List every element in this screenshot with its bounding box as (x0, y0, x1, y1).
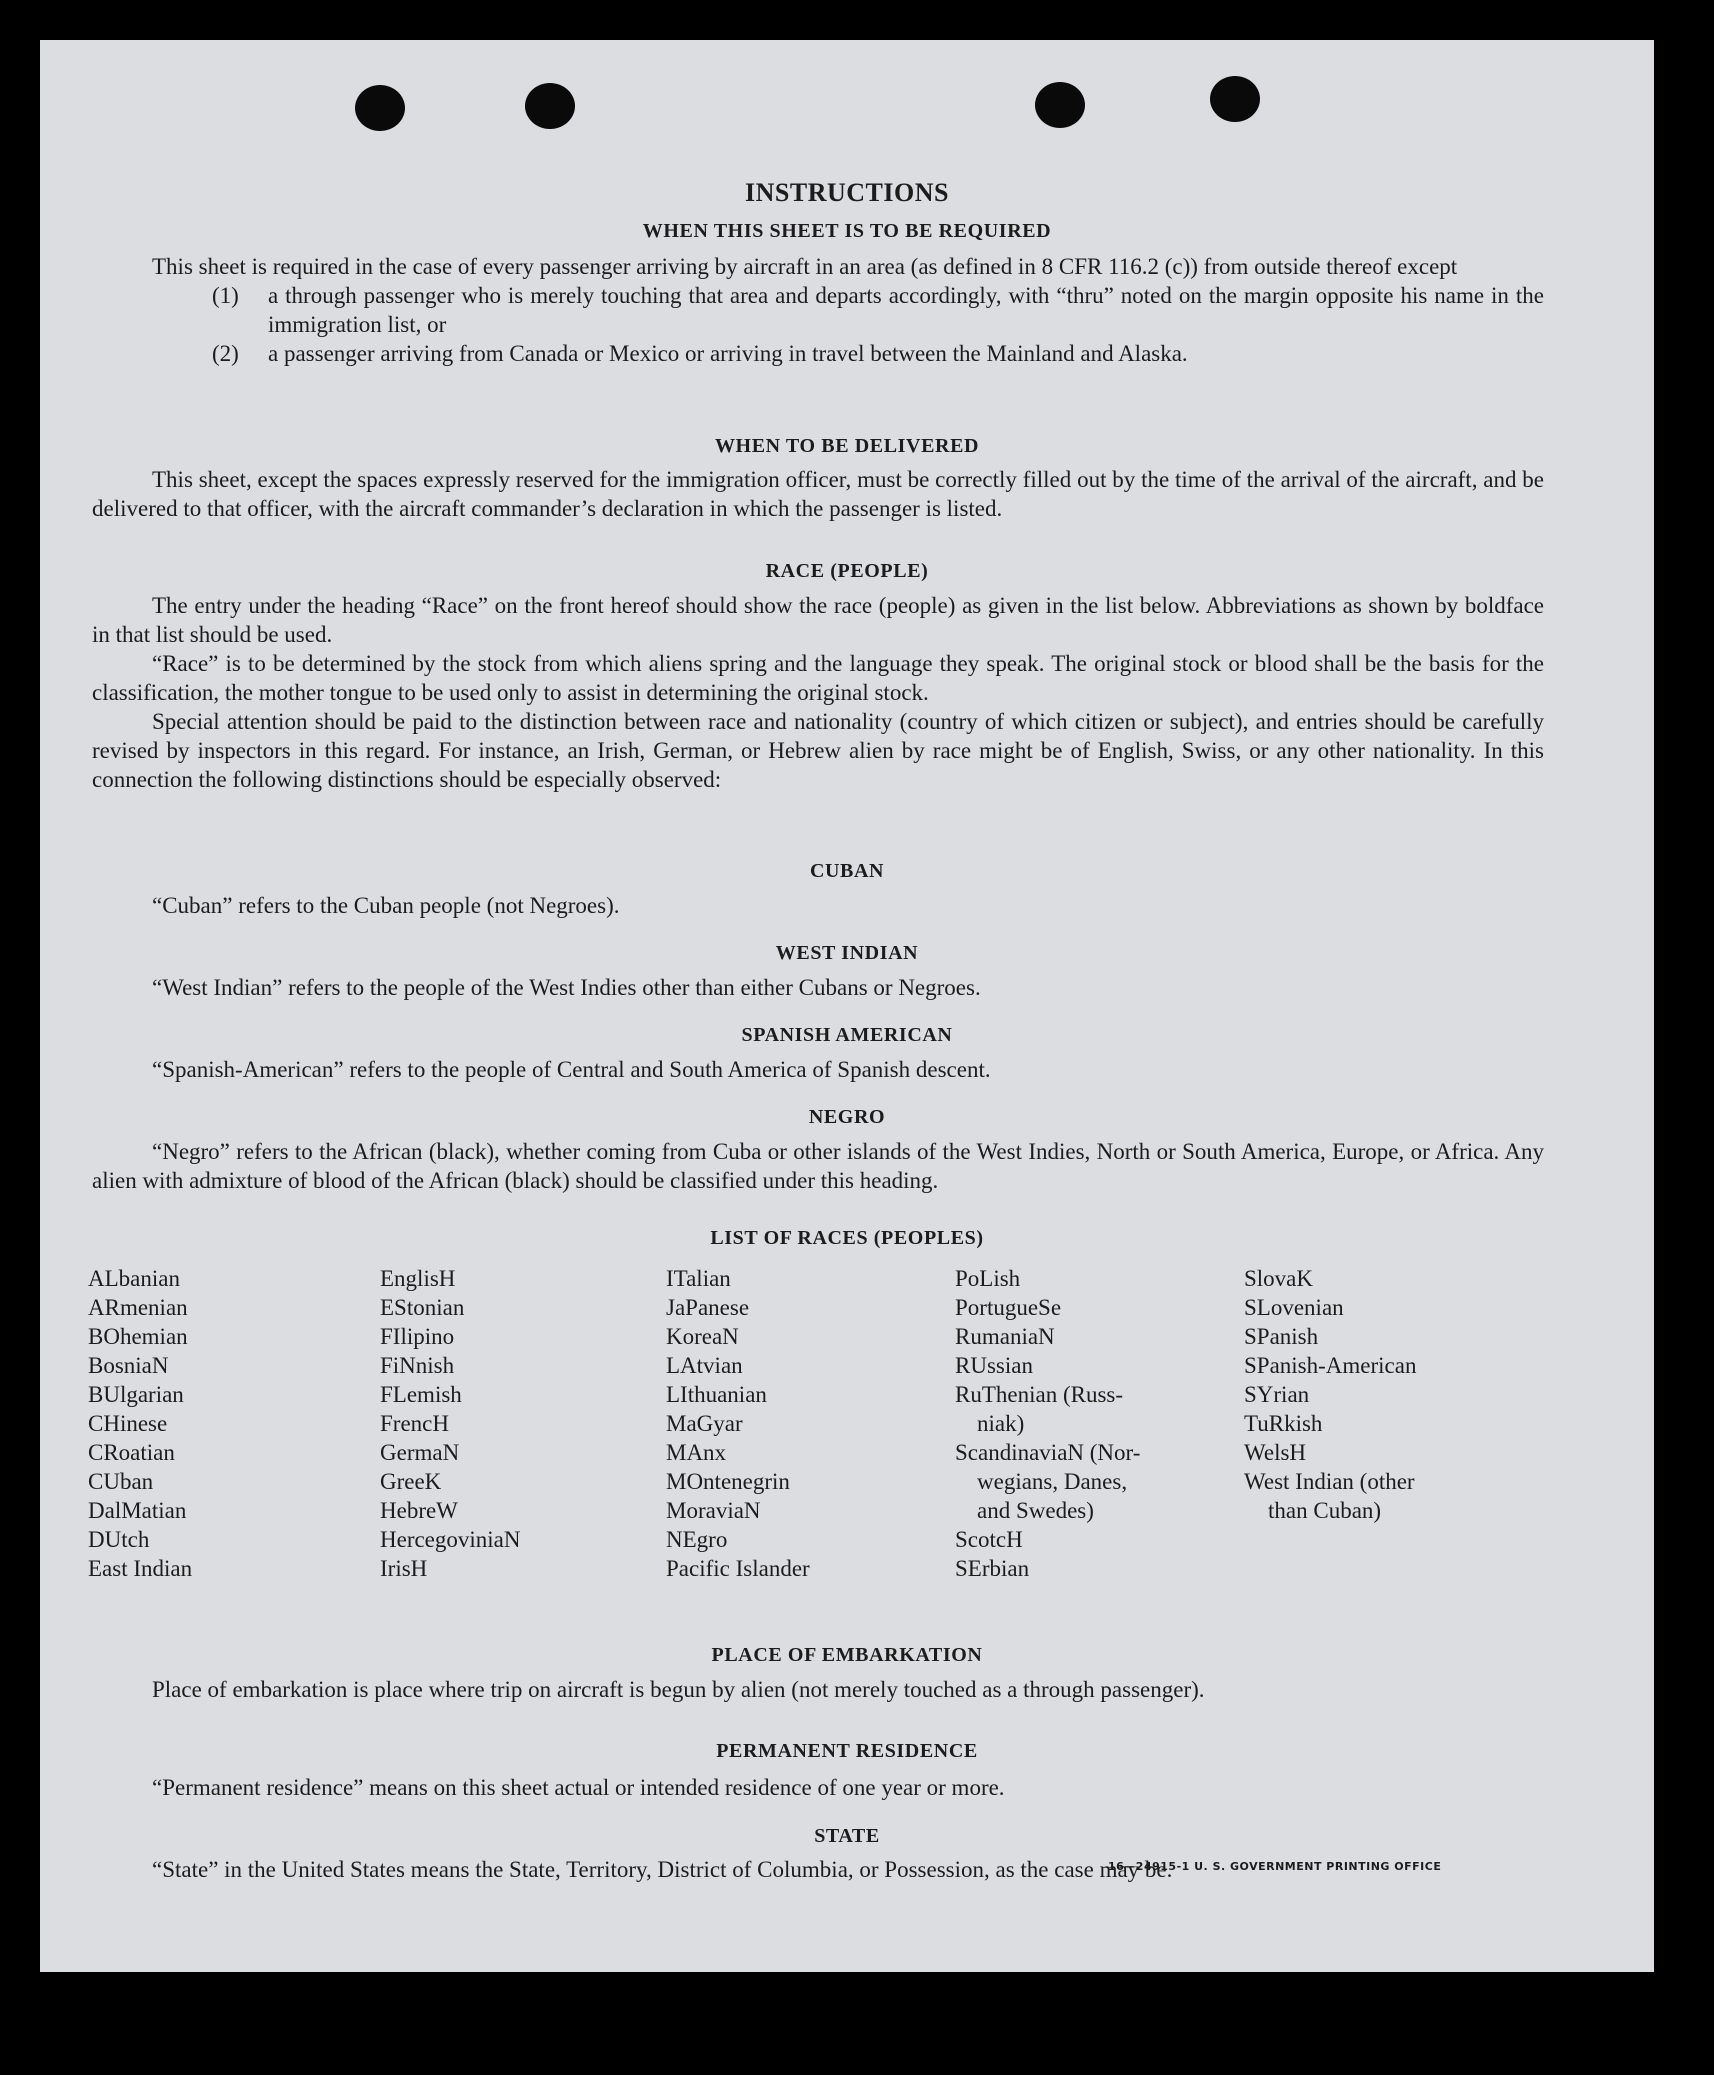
delivered-text: This sheet, except the spaces expressly reserved for the immigration officer, must be correctly filled out by the time of the arrival of the aircraft, and be delivered to that officer, with the aircraft commander’s declaration in which the passenger is listed. (92, 467, 1544, 521)
race-item: FrencH (380, 1411, 449, 1436)
race-item: MAnx (666, 1440, 727, 1465)
race-item: wegians, Danes, (977, 1469, 1128, 1494)
punch-hole (1210, 76, 1260, 122)
race-item: LIthuanian (666, 1382, 767, 1407)
race-item: MaGyar (666, 1411, 743, 1436)
race-item: FIlipino (380, 1324, 455, 1349)
race-item: than Cuban) (1268, 1498, 1382, 1523)
race-item: NEgro (666, 1527, 728, 1552)
heading-required: WHEN THIS SHEET IS TO BE REQUIRED (642, 220, 1052, 242)
race-item: EnglisH (380, 1266, 456, 1291)
race-item: MoraviaN (666, 1498, 761, 1523)
residence-text: “Permanent residence” means on this sheet actual or intended residence of one year or more. (152, 1775, 1005, 1800)
races-column-1 (88, 1264, 192, 1583)
race-item: RuThenian (Russ- (955, 1382, 1124, 1407)
cuban-section (92, 891, 1544, 920)
punch-hole (355, 85, 405, 131)
race-item: FiNnish (380, 1353, 455, 1378)
race-item: DalMatian (88, 1498, 187, 1523)
race-item: ITalian (666, 1266, 731, 1291)
negro-section (92, 1137, 1544, 1195)
race-item: MOntenegrin (666, 1469, 790, 1494)
race-item: and Swedes) (977, 1498, 1094, 1523)
race-item: EStonian (380, 1295, 465, 1320)
west-indian-section (92, 973, 1544, 1002)
state-text: “State” in the United States means the State, Territory, District of Columbia, or Possession, as the case may be. (152, 1857, 1173, 1882)
race-item: KoreaN (666, 1324, 739, 1349)
race-item: IrisH (380, 1556, 428, 1581)
race-item: SLovenian (1244, 1295, 1344, 1320)
required-section (92, 252, 1544, 368)
spanish-american-text: “Spanish-American” refers to the people of Central and South America of Spanish descent. (152, 1057, 991, 1082)
heading-spanish-american: SPANISH AMERICAN (741, 1024, 953, 1046)
races-column-4 (955, 1264, 1140, 1583)
races-column-3 (666, 1264, 810, 1583)
race-item: SYrian (1244, 1382, 1310, 1407)
race-item: BOhemian (88, 1324, 188, 1349)
list-item (92, 281, 1544, 339)
heading-residence: PERMANENT RESIDENCE (716, 1740, 978, 1762)
race-item: West Indian (other (1244, 1469, 1415, 1494)
race-item: GermaN (380, 1440, 460, 1465)
races-column-5 (1244, 1264, 1416, 1525)
race-item: PortugueSe (955, 1295, 1062, 1320)
punch-hole (525, 83, 575, 129)
embarkation-section (92, 1675, 1544, 1704)
race-item: GreeK (380, 1469, 442, 1494)
item-number: (2) (212, 341, 239, 366)
race-item: ALbanian (88, 1266, 180, 1291)
race-section (92, 591, 1544, 794)
race-paragraph-2: “Race” is to be determined by the stock from which aliens spring and the language they speak. The original stock or blood shall be the basis for the classification, the mother tongue to be used only to assist in determining the original stock. (92, 651, 1544, 705)
race-item: CRoatian (88, 1440, 175, 1465)
race-item: RUssian (955, 1353, 1033, 1378)
race-item: WelsH (1244, 1440, 1307, 1465)
page-title: INSTRUCTIONS (745, 178, 949, 207)
west-indian-text: “West Indian” refers to the people of the West Indies other than either Cubans or Negroes. (152, 975, 981, 1000)
residence-section (92, 1773, 1544, 1802)
delivered-section (92, 465, 1544, 523)
race-item: niak) (977, 1411, 1025, 1436)
races-column-2 (380, 1264, 521, 1583)
heading-embarkation: PLACE OF EMBARKATION (711, 1644, 983, 1666)
race-item: CHinese (88, 1411, 168, 1436)
race-item: BUlgarian (88, 1382, 184, 1407)
race-item: ScotcH (955, 1527, 1023, 1552)
race-item: East Indian (88, 1556, 193, 1581)
heading-list-of-races: LIST OF RACES (PEOPLES) (710, 1227, 984, 1249)
race-item: SPanish-American (1244, 1353, 1417, 1378)
race-item: SlovaK (1244, 1266, 1313, 1291)
race-item: FLemish (380, 1382, 462, 1407)
race-item: BosniaN (88, 1353, 169, 1378)
race-item: HebreW (380, 1498, 458, 1523)
heading-west-indian: WEST INDIAN (775, 942, 919, 964)
required-intro: This sheet is required in the case of every passenger arriving by aircraft in an area (as defined in 8 CFR 116.2 (c)) from outside thereof except (152, 254, 1458, 279)
heading-race: RACE (PEOPLE) (765, 560, 929, 582)
heading-delivered: WHEN TO BE DELIVERED (714, 435, 980, 457)
race-item: SPanish (1244, 1324, 1319, 1349)
instruction-sheet (40, 40, 1654, 1972)
race-item: Pacific Islander (666, 1556, 810, 1581)
spanish-american-section (92, 1055, 1544, 1084)
race-item: PoLish (955, 1266, 1021, 1291)
race-item: ScandinaviaN (Nor- (955, 1440, 1141, 1465)
race-paragraph-3: Special attention should be paid to the distinction between race and nationality (country of which citizen or subject), and entries should be carefully revised by inspectors in this regard. For instance, an Irish, German, or Hebrew alien by race might be of English, Swiss, or any other nationality. In this connection the following distinctions should be especially observed: (92, 709, 1544, 792)
negro-text: “Negro” refers to the African (black), whether coming from Cuba or other islands of the West Indies, North or South America, Europe, or Africa. Any alien with admixture of blood of the African (black) should be classified under this heading. (92, 1139, 1544, 1193)
embarkation-text: Place of embarkation is place where trip on aircraft is begun by alien (not merely touched as a through passenger). (152, 1677, 1205, 1702)
race-item: ARmenian (88, 1295, 188, 1320)
item-number: (1) (212, 283, 239, 308)
race-item: DUtch (88, 1527, 150, 1552)
item-text: a passenger arriving from Canada or Mexico or arriving in travel between the Mainland and Alaska. (268, 341, 1188, 366)
race-item: LAtvian (666, 1353, 743, 1378)
race-paragraph-1: The entry under the heading “Race” on the front hereof should show the race (people) as given in the list below. Abbreviations as shown by boldface in that list should be used. (92, 593, 1544, 647)
heading-negro: NEGRO (808, 1106, 886, 1128)
race-item: JaPanese (666, 1295, 750, 1320)
heading-state: STATE (814, 1825, 880, 1847)
race-item: SErbian (955, 1556, 1030, 1581)
heading-cuban: CUBAN (809, 860, 885, 882)
cuban-text: “Cuban” refers to the Cuban people (not Negroes). (152, 893, 620, 918)
race-item: HercegoviniaN (380, 1527, 521, 1552)
printer-imprint: 16—24915-1 U. S. GOVERNMENT PRINTING OFFICE (1108, 1860, 1442, 1873)
punch-hole (1035, 82, 1085, 128)
race-item: RumaniaN (955, 1324, 1055, 1349)
item-text: a through passenger who is merely touching that area and departs accordingly, with “thru” noted on the margin opposite his name in the immigration list, or (268, 283, 1544, 337)
race-item: TuRkish (1244, 1411, 1323, 1436)
race-item: CUban (88, 1469, 154, 1494)
list-item (92, 339, 1544, 368)
